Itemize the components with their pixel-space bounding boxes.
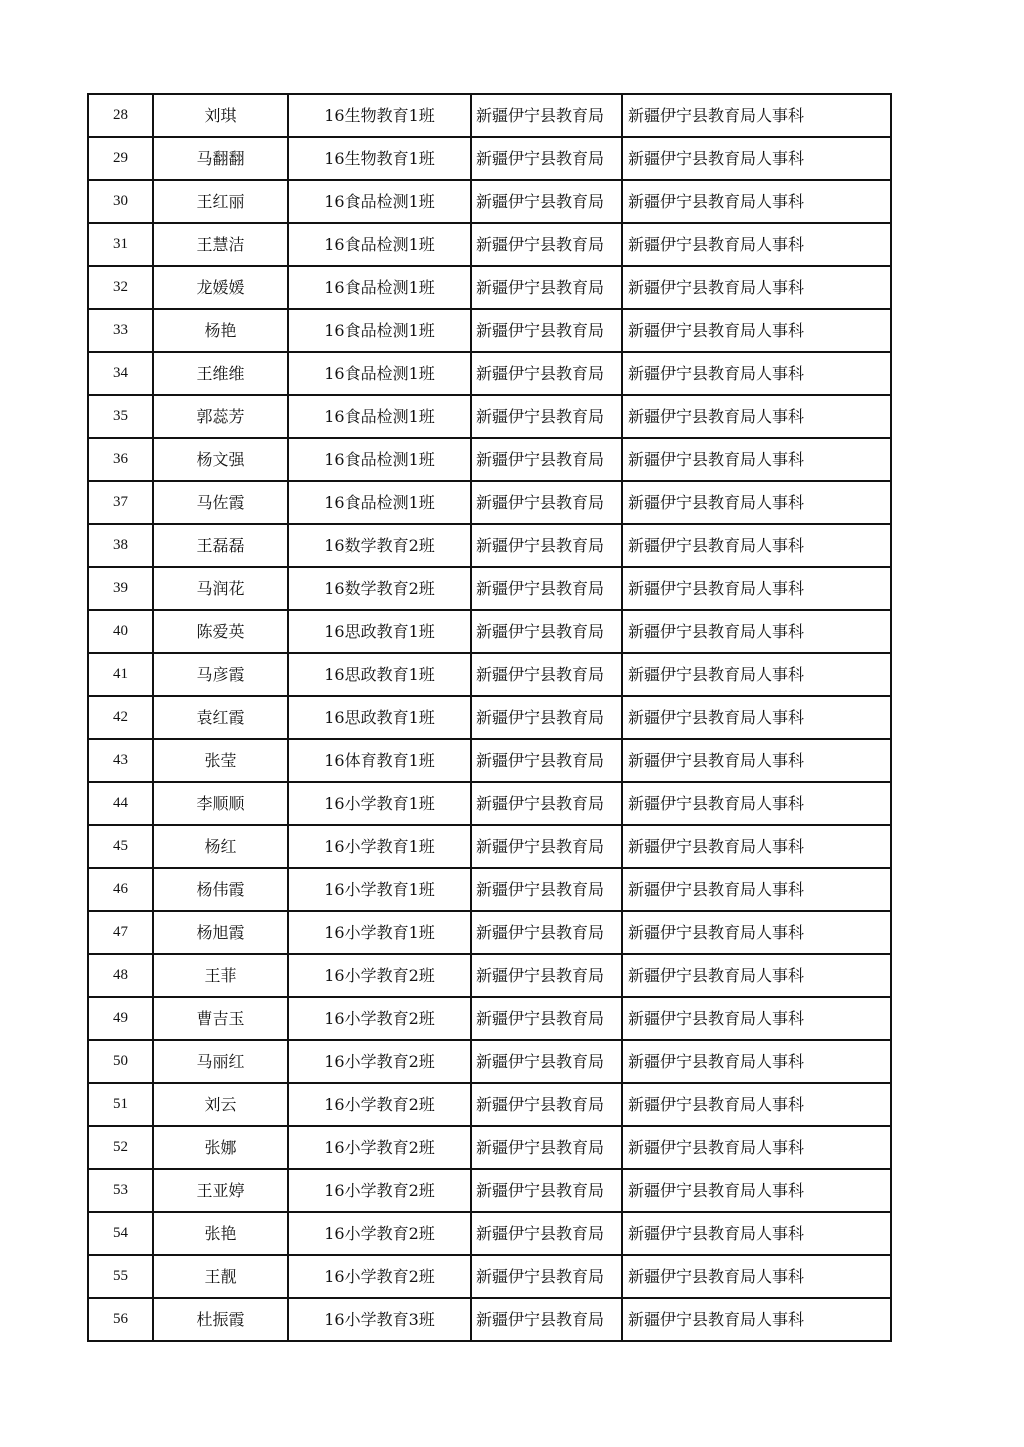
table-row bbox=[88, 1212, 891, 1255]
class-name-cell: 16食品检测1班 bbox=[288, 223, 471, 266]
student-name-cell: 杜振霞 bbox=[153, 1298, 288, 1341]
student-name-cell: 马佐霞 bbox=[153, 481, 288, 524]
class-name-cell: 16食品检测1班 bbox=[288, 352, 471, 395]
student-name-cell: 李顺顺 bbox=[153, 782, 288, 825]
employer-name-cell: 新疆伊宁县教育局 bbox=[471, 1212, 622, 1255]
class-name-cell: 16食品检测1班 bbox=[288, 309, 471, 352]
row-number-cell: 46 bbox=[88, 868, 153, 911]
class-name-cell: 16食品检测1班 bbox=[288, 180, 471, 223]
row-number-cell: 33 bbox=[88, 309, 153, 352]
employer-name-cell: 新疆伊宁县教育局 bbox=[471, 137, 622, 180]
row-number-cell: 34 bbox=[88, 352, 153, 395]
student-name-cell: 王红丽 bbox=[153, 180, 288, 223]
student-name-cell: 曹吉玉 bbox=[153, 997, 288, 1040]
table-row bbox=[88, 911, 891, 954]
student-name-cell: 杨伟霞 bbox=[153, 868, 288, 911]
department-name-cell: 新疆伊宁县教育局人事科 bbox=[622, 524, 891, 567]
class-name-cell: 16数学教育2班 bbox=[288, 524, 471, 567]
employer-name-cell: 新疆伊宁县教育局 bbox=[471, 223, 622, 266]
employer-name-cell: 新疆伊宁县教育局 bbox=[471, 1083, 622, 1126]
row-number-cell: 40 bbox=[88, 610, 153, 653]
class-name-cell: 16小学教育2班 bbox=[288, 1169, 471, 1212]
class-name-cell: 16小学教育3班 bbox=[288, 1298, 471, 1341]
employer-name-cell: 新疆伊宁县教育局 bbox=[471, 825, 622, 868]
department-name-cell: 新疆伊宁县教育局人事科 bbox=[622, 395, 891, 438]
employer-name-cell: 新疆伊宁县教育局 bbox=[471, 782, 622, 825]
class-name-cell: 16小学教育2班 bbox=[288, 954, 471, 997]
department-name-cell: 新疆伊宁县教育局人事科 bbox=[622, 653, 891, 696]
table-row bbox=[88, 739, 891, 782]
department-name-cell: 新疆伊宁县教育局人事科 bbox=[622, 223, 891, 266]
department-name-cell: 新疆伊宁县教育局人事科 bbox=[622, 1298, 891, 1341]
student-name-cell: 郭蕊芳 bbox=[153, 395, 288, 438]
class-name-cell: 16思政教育1班 bbox=[288, 610, 471, 653]
class-name-cell: 16食品检测1班 bbox=[288, 395, 471, 438]
table-row bbox=[88, 137, 891, 180]
student-name-cell: 张艳 bbox=[153, 1212, 288, 1255]
student-name-cell: 杨旭霞 bbox=[153, 911, 288, 954]
class-name-cell: 16食品检测1班 bbox=[288, 481, 471, 524]
department-name-cell: 新疆伊宁县教育局人事科 bbox=[622, 137, 891, 180]
row-number-cell: 28 bbox=[88, 94, 153, 137]
student-name-cell: 王磊磊 bbox=[153, 524, 288, 567]
employer-name-cell: 新疆伊宁县教育局 bbox=[471, 1169, 622, 1212]
row-number-cell: 43 bbox=[88, 739, 153, 782]
student-name-cell: 王维维 bbox=[153, 352, 288, 395]
row-number-cell: 54 bbox=[88, 1212, 153, 1255]
row-number-cell: 50 bbox=[88, 1040, 153, 1083]
student-name-cell: 杨文强 bbox=[153, 438, 288, 481]
row-number-cell: 41 bbox=[88, 653, 153, 696]
class-name-cell: 16食品检测1班 bbox=[288, 438, 471, 481]
roster-table-body bbox=[88, 94, 891, 1341]
table-row bbox=[88, 395, 891, 438]
student-name-cell: 杨红 bbox=[153, 825, 288, 868]
table-row bbox=[88, 1298, 891, 1341]
department-name-cell: 新疆伊宁县教育局人事科 bbox=[622, 567, 891, 610]
employer-name-cell: 新疆伊宁县教育局 bbox=[471, 696, 622, 739]
student-name-cell: 陈爱英 bbox=[153, 610, 288, 653]
table-row bbox=[88, 696, 891, 739]
department-name-cell: 新疆伊宁县教育局人事科 bbox=[622, 1126, 891, 1169]
class-name-cell: 16小学教育1班 bbox=[288, 825, 471, 868]
row-number-cell: 49 bbox=[88, 997, 153, 1040]
student-name-cell: 刘琪 bbox=[153, 94, 288, 137]
row-number-cell: 55 bbox=[88, 1255, 153, 1298]
department-name-cell: 新疆伊宁县教育局人事科 bbox=[622, 1212, 891, 1255]
row-number-cell: 45 bbox=[88, 825, 153, 868]
department-name-cell: 新疆伊宁县教育局人事科 bbox=[622, 911, 891, 954]
class-name-cell: 16小学教育2班 bbox=[288, 1212, 471, 1255]
row-number-cell: 35 bbox=[88, 395, 153, 438]
department-name-cell: 新疆伊宁县教育局人事科 bbox=[622, 1255, 891, 1298]
table-row bbox=[88, 94, 891, 137]
class-name-cell: 16小学教育1班 bbox=[288, 868, 471, 911]
row-number-cell: 44 bbox=[88, 782, 153, 825]
department-name-cell: 新疆伊宁县教育局人事科 bbox=[622, 610, 891, 653]
department-name-cell: 新疆伊宁县教育局人事科 bbox=[622, 309, 891, 352]
department-name-cell: 新疆伊宁县教育局人事科 bbox=[622, 782, 891, 825]
table-row bbox=[88, 1126, 891, 1169]
table-row bbox=[88, 1255, 891, 1298]
student-name-cell: 王慧洁 bbox=[153, 223, 288, 266]
row-number-cell: 52 bbox=[88, 1126, 153, 1169]
table-row bbox=[88, 997, 891, 1040]
table-row bbox=[88, 610, 891, 653]
row-number-cell: 53 bbox=[88, 1169, 153, 1212]
student-name-cell: 王靓 bbox=[153, 1255, 288, 1298]
department-name-cell: 新疆伊宁县教育局人事科 bbox=[622, 954, 891, 997]
employer-name-cell: 新疆伊宁县教育局 bbox=[471, 1040, 622, 1083]
table-row bbox=[88, 352, 891, 395]
employer-name-cell: 新疆伊宁县教育局 bbox=[471, 997, 622, 1040]
employer-name-cell: 新疆伊宁县教育局 bbox=[471, 868, 622, 911]
employer-name-cell: 新疆伊宁县教育局 bbox=[471, 395, 622, 438]
class-name-cell: 16数学教育2班 bbox=[288, 567, 471, 610]
table-row bbox=[88, 782, 891, 825]
row-number-cell: 30 bbox=[88, 180, 153, 223]
row-number-cell: 47 bbox=[88, 911, 153, 954]
department-name-cell: 新疆伊宁县教育局人事科 bbox=[622, 1083, 891, 1126]
student-name-cell: 马彦霞 bbox=[153, 653, 288, 696]
class-name-cell: 16小学教育2班 bbox=[288, 997, 471, 1040]
row-number-cell: 36 bbox=[88, 438, 153, 481]
employer-name-cell: 新疆伊宁县教育局 bbox=[471, 739, 622, 782]
employer-name-cell: 新疆伊宁县教育局 bbox=[471, 438, 622, 481]
department-name-cell: 新疆伊宁县教育局人事科 bbox=[622, 94, 891, 137]
table-row bbox=[88, 1040, 891, 1083]
row-number-cell: 32 bbox=[88, 266, 153, 309]
department-name-cell: 新疆伊宁县教育局人事科 bbox=[622, 868, 891, 911]
class-name-cell: 16生物教育1班 bbox=[288, 137, 471, 180]
student-name-cell: 王亚婷 bbox=[153, 1169, 288, 1212]
class-name-cell: 16食品检测1班 bbox=[288, 266, 471, 309]
row-number-cell: 29 bbox=[88, 137, 153, 180]
table-row bbox=[88, 266, 891, 309]
class-name-cell: 16小学教育2班 bbox=[288, 1255, 471, 1298]
table-row bbox=[88, 438, 891, 481]
employer-name-cell: 新疆伊宁县教育局 bbox=[471, 610, 622, 653]
table-row bbox=[88, 868, 891, 911]
class-name-cell: 16小学教育1班 bbox=[288, 782, 471, 825]
student-name-cell: 马润花 bbox=[153, 567, 288, 610]
employer-name-cell: 新疆伊宁县教育局 bbox=[471, 954, 622, 997]
roster-table bbox=[87, 93, 892, 1342]
employer-name-cell: 新疆伊宁县教育局 bbox=[471, 481, 622, 524]
table-row bbox=[88, 481, 891, 524]
department-name-cell: 新疆伊宁县教育局人事科 bbox=[622, 180, 891, 223]
department-name-cell: 新疆伊宁县教育局人事科 bbox=[622, 696, 891, 739]
student-name-cell: 马翻翻 bbox=[153, 137, 288, 180]
student-name-cell: 袁红霞 bbox=[153, 696, 288, 739]
class-name-cell: 16生物教育1班 bbox=[288, 94, 471, 137]
student-name-cell: 龙媛媛 bbox=[153, 266, 288, 309]
row-number-cell: 51 bbox=[88, 1083, 153, 1126]
department-name-cell: 新疆伊宁县教育局人事科 bbox=[622, 825, 891, 868]
table-row bbox=[88, 567, 891, 610]
student-name-cell: 马丽红 bbox=[153, 1040, 288, 1083]
employer-name-cell: 新疆伊宁县教育局 bbox=[471, 266, 622, 309]
employer-name-cell: 新疆伊宁县教育局 bbox=[471, 524, 622, 567]
employer-name-cell: 新疆伊宁县教育局 bbox=[471, 94, 622, 137]
department-name-cell: 新疆伊宁县教育局人事科 bbox=[622, 352, 891, 395]
student-name-cell: 张娜 bbox=[153, 1126, 288, 1169]
row-number-cell: 39 bbox=[88, 567, 153, 610]
department-name-cell: 新疆伊宁县教育局人事科 bbox=[622, 481, 891, 524]
employer-name-cell: 新疆伊宁县教育局 bbox=[471, 1255, 622, 1298]
employer-name-cell: 新疆伊宁县教育局 bbox=[471, 180, 622, 223]
class-name-cell: 16思政教育1班 bbox=[288, 653, 471, 696]
table-row bbox=[88, 309, 891, 352]
table-row bbox=[88, 223, 891, 266]
employer-name-cell: 新疆伊宁县教育局 bbox=[471, 567, 622, 610]
department-name-cell: 新疆伊宁县教育局人事科 bbox=[622, 1040, 891, 1083]
row-number-cell: 37 bbox=[88, 481, 153, 524]
department-name-cell: 新疆伊宁县教育局人事科 bbox=[622, 739, 891, 782]
table-row bbox=[88, 825, 891, 868]
table-row bbox=[88, 524, 891, 567]
class-name-cell: 16小学教育1班 bbox=[288, 911, 471, 954]
employer-name-cell: 新疆伊宁县教育局 bbox=[471, 309, 622, 352]
student-name-cell: 杨艳 bbox=[153, 309, 288, 352]
table-row bbox=[88, 1169, 891, 1212]
employer-name-cell: 新疆伊宁县教育局 bbox=[471, 1126, 622, 1169]
row-number-cell: 38 bbox=[88, 524, 153, 567]
class-name-cell: 16小学教育2班 bbox=[288, 1040, 471, 1083]
class-name-cell: 16小学教育2班 bbox=[288, 1083, 471, 1126]
table-row bbox=[88, 954, 891, 997]
table-row bbox=[88, 1083, 891, 1126]
student-name-cell: 张莹 bbox=[153, 739, 288, 782]
department-name-cell: 新疆伊宁县教育局人事科 bbox=[622, 266, 891, 309]
table-row bbox=[88, 180, 891, 223]
department-name-cell: 新疆伊宁县教育局人事科 bbox=[622, 1169, 891, 1212]
row-number-cell: 48 bbox=[88, 954, 153, 997]
department-name-cell: 新疆伊宁县教育局人事科 bbox=[622, 997, 891, 1040]
employer-name-cell: 新疆伊宁县教育局 bbox=[471, 911, 622, 954]
student-name-cell: 刘云 bbox=[153, 1083, 288, 1126]
department-name-cell: 新疆伊宁县教育局人事科 bbox=[622, 438, 891, 481]
class-name-cell: 16体育教育1班 bbox=[288, 739, 471, 782]
employer-name-cell: 新疆伊宁县教育局 bbox=[471, 1298, 622, 1341]
row-number-cell: 56 bbox=[88, 1298, 153, 1341]
class-name-cell: 16小学教育2班 bbox=[288, 1126, 471, 1169]
class-name-cell: 16思政教育1班 bbox=[288, 696, 471, 739]
table-row bbox=[88, 653, 891, 696]
row-number-cell: 42 bbox=[88, 696, 153, 739]
employer-name-cell: 新疆伊宁县教育局 bbox=[471, 352, 622, 395]
student-name-cell: 王菲 bbox=[153, 954, 288, 997]
row-number-cell: 31 bbox=[88, 223, 153, 266]
employer-name-cell: 新疆伊宁县教育局 bbox=[471, 653, 622, 696]
roster-sheet bbox=[87, 93, 892, 1342]
